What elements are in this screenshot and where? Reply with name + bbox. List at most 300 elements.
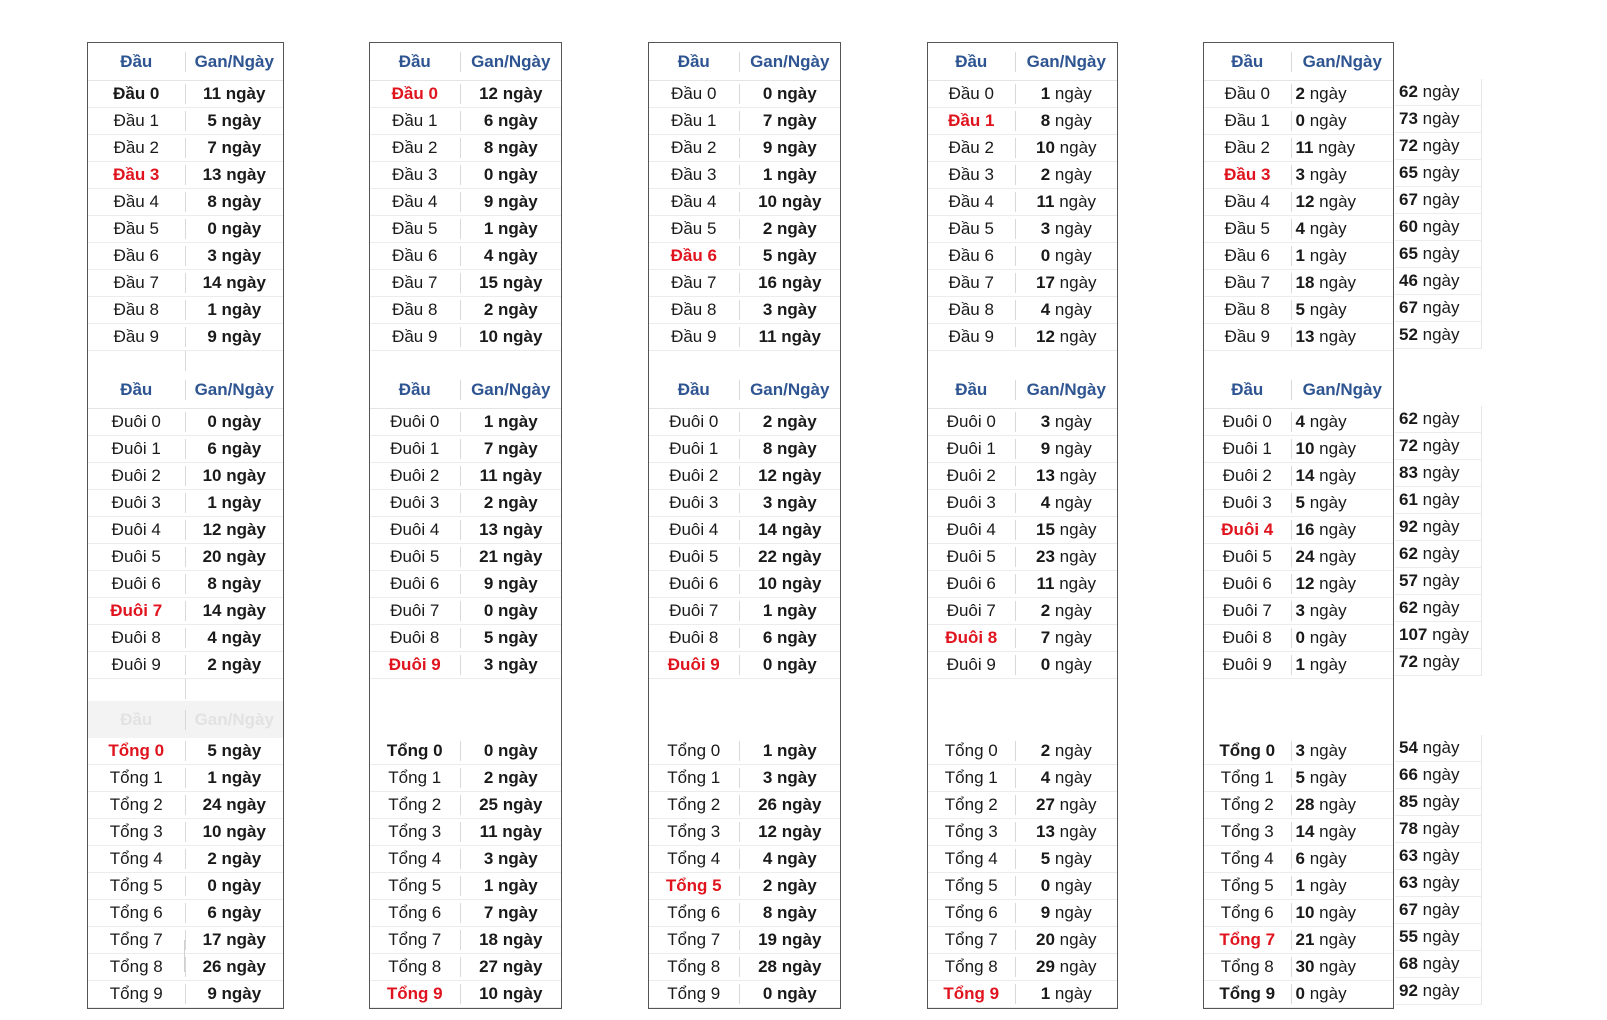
gan-unit: ngày (221, 601, 266, 620)
gan-number: 1 (207, 768, 217, 787)
extra-gan-number: 62 (1399, 598, 1418, 617)
extra-gan-column (1395, 42, 1482, 1005)
row-label: Tổng 8 (88, 957, 186, 977)
extra-gan-number: 67 (1399, 298, 1418, 317)
header-gan-ngay: Gan/Ngày (194, 51, 274, 71)
table-row (649, 571, 840, 598)
gan-unit: ngày (493, 903, 538, 922)
row-label: Đầu 1 (928, 111, 1016, 131)
extra-gan-unit: ngày (1417, 571, 1460, 590)
extra-gan-value (1395, 819, 1460, 839)
extra-gan-number: 67 (1399, 190, 1418, 209)
header-dau: Đầu (88, 380, 186, 400)
stats-table (648, 42, 841, 1009)
row-label: Đầu 8 (88, 300, 186, 320)
extra-gan-unit: ngày (1417, 981, 1460, 1000)
row-label: Đầu 9 (88, 327, 186, 347)
row-label: Đầu 3 (1204, 165, 1292, 185)
row-label: Đuôi 9 (370, 655, 461, 675)
gan-number: 26 (758, 795, 778, 814)
section-spacer (370, 351, 561, 371)
row-label: Đuôi 9 (88, 655, 186, 675)
row-label: Đuôi 1 (88, 439, 186, 459)
row-label: Tổng 6 (1204, 903, 1292, 923)
gan-unit: ngày (1050, 601, 1092, 620)
row-label: Đuôi 7 (649, 601, 740, 621)
table-row (88, 243, 283, 270)
row-label: Tổng 7 (88, 930, 186, 950)
gan-number: 6 (762, 628, 773, 647)
gan-unit: ngày (772, 768, 817, 787)
gan-unit: ngày (1054, 192, 1097, 211)
row-gan-value (186, 903, 284, 923)
gan-unit: ngày (493, 768, 538, 787)
gan-unit: ngày (493, 138, 538, 157)
table-row (88, 270, 283, 297)
row-gan-value (740, 547, 840, 567)
row-gan-value (461, 984, 561, 1004)
row-gan-value (740, 192, 840, 212)
extra-gan-number: 61 (1399, 490, 1418, 509)
header-dau: Đầu (1204, 380, 1292, 400)
row-label: Đầu 3 (370, 165, 461, 185)
section-spacer (88, 351, 283, 371)
gan-number: 10 (479, 984, 499, 1003)
table-row (928, 270, 1117, 297)
extra-row (1395, 460, 1482, 487)
row-label: Đuôi 3 (88, 493, 186, 513)
row-gan-value (740, 849, 840, 869)
row-gan-value (461, 111, 561, 131)
table-row (649, 792, 840, 819)
row-gan-value (1292, 930, 1393, 950)
gan-unit: ngày (493, 219, 538, 238)
gan-number: 13 (1295, 327, 1315, 346)
row-label: Đầu 4 (649, 192, 740, 212)
row-gan-value (740, 876, 840, 896)
gan-number: 10 (1295, 439, 1315, 458)
row-label: Tổng 4 (88, 849, 186, 869)
table-row (928, 738, 1117, 765)
row-label: Tổng 9 (370, 984, 461, 1004)
row-label: Đầu 2 (649, 138, 740, 158)
row-gan-value (740, 138, 840, 158)
gan-unit: ngày (1314, 466, 1357, 485)
extra-gan-number: 92 (1399, 517, 1418, 536)
gan-unit: ngày (1054, 822, 1097, 841)
gan-unit: ngày (772, 111, 817, 130)
gan-number: 5 (762, 246, 773, 265)
extra-gan-number: 73 (1399, 109, 1418, 128)
gan-unit: ngày (1054, 138, 1097, 157)
gan-unit: ngày (1314, 439, 1357, 458)
row-label: Tổng 0 (88, 741, 186, 761)
gan-number: 7 (1040, 628, 1051, 647)
table-row (370, 765, 561, 792)
gan-unit: ngày (221, 547, 266, 566)
extra-gan-unit: ngày (1417, 819, 1460, 838)
table-row (649, 517, 840, 544)
gan-number: 2 (483, 493, 494, 512)
gan-unit: ngày (1313, 138, 1356, 157)
row-gan-value (740, 412, 840, 432)
section-duoi (1204, 371, 1393, 699)
table-row (88, 216, 283, 243)
gan-number: 26 (202, 957, 222, 976)
row-gan-value (740, 219, 840, 239)
section-spacer (649, 351, 840, 371)
gan-unit: ngày (1054, 327, 1097, 346)
row-gan-value (186, 165, 284, 185)
table-row (370, 652, 561, 679)
row-gan-value (186, 741, 284, 761)
header-gan-ngay: Gan/Ngày (194, 379, 274, 399)
table-row (370, 243, 561, 270)
gan-number: 2 (483, 768, 494, 787)
table-row (928, 409, 1117, 436)
stats-panel-3 (648, 42, 841, 1009)
row-gan-value (1292, 601, 1393, 621)
gan-unit: ngày (1314, 930, 1357, 949)
table-row (649, 598, 840, 625)
row-label: Đầu 0 (370, 84, 461, 104)
gan-unit: ngày (493, 849, 538, 868)
table-row (1204, 189, 1393, 216)
table-row (928, 436, 1117, 463)
table-row (1204, 135, 1393, 162)
section-dau (649, 43, 840, 371)
section-spacer (370, 679, 561, 699)
row-gan-value (461, 192, 561, 212)
row-label: Đầu 3 (928, 165, 1016, 185)
gan-unit: ngày (498, 273, 543, 292)
extra-gan-value (1395, 900, 1460, 920)
extra-row (1395, 762, 1482, 789)
gan-unit: ngày (1050, 219, 1092, 238)
table-row (928, 324, 1117, 351)
row-gan-value (186, 547, 284, 567)
gan-number: 11 (479, 466, 498, 485)
table-row (88, 765, 283, 792)
gan-unit: ngày (498, 930, 543, 949)
spacer-cell (1204, 679, 1291, 699)
gan-unit: ngày (772, 628, 817, 647)
gan-number: 0 (207, 219, 217, 238)
gan-number: 29 (1036, 957, 1055, 976)
gan-unit: ngày (1305, 741, 1347, 760)
extra-gan-number: 62 (1399, 409, 1418, 428)
gan-unit: ngày (216, 412, 262, 431)
extra-row (1395, 514, 1482, 541)
section-header (1204, 371, 1393, 409)
table-row (1204, 598, 1393, 625)
row-label: Tổng 7 (649, 930, 740, 950)
gan-number: 1 (483, 219, 494, 238)
gan-unit: ngày (1054, 273, 1097, 292)
table-row (88, 598, 283, 625)
row-gan-value (1292, 655, 1393, 675)
row-gan-value (1016, 574, 1117, 594)
gan-unit: ngày (498, 520, 543, 539)
section-dau (928, 43, 1117, 371)
table-row (928, 900, 1117, 927)
section-duoi (370, 371, 561, 699)
table-row (370, 625, 561, 652)
row-gan-value (740, 930, 840, 950)
section-spacer (1204, 351, 1393, 371)
row-label: Tổng 5 (649, 876, 740, 896)
gan-number: 7 (483, 439, 494, 458)
gan-number: 0 (207, 412, 217, 431)
gan-number: 5 (1040, 849, 1051, 868)
row-gan-value (461, 273, 561, 293)
gan-unit: ngày (221, 520, 266, 539)
row-gan-value (186, 246, 284, 266)
header-dau: Đầu (928, 380, 1016, 400)
gan-number: 5 (207, 741, 217, 760)
table-row (88, 409, 283, 436)
gan-unit: ngày (772, 876, 817, 895)
table-row (1204, 792, 1393, 819)
table-row (88, 900, 283, 927)
stats-panel-4 (927, 42, 1118, 1009)
gan-number: 17 (1036, 273, 1055, 292)
table-row (1204, 738, 1393, 765)
gan-number: 17 (202, 930, 222, 949)
header-dau: Đầu (1204, 52, 1292, 72)
gan-unit: ngày (493, 574, 538, 593)
row-gan-value (186, 520, 284, 540)
gan-unit: ngày (493, 165, 538, 184)
row-gan-value (461, 300, 561, 320)
extra-gan-number: 63 (1399, 873, 1418, 892)
gan-number: 18 (1295, 273, 1315, 292)
row-label: Đuôi 1 (649, 439, 740, 459)
table-row (88, 544, 283, 571)
gan-number: 9 (1040, 903, 1051, 922)
gan-unit: ngày (221, 957, 266, 976)
row-label: Tổng 4 (928, 849, 1016, 869)
gan-number: 12 (1036, 327, 1055, 346)
table-row (928, 598, 1117, 625)
table-row (88, 927, 283, 954)
gan-unit: ngày (1050, 655, 1092, 674)
table-row (88, 490, 283, 517)
extra-gan-number: 55 (1399, 927, 1418, 946)
row-gan-value (461, 876, 561, 896)
row-gan-value (1016, 84, 1117, 104)
spacer-cell (88, 679, 186, 699)
row-gan-value (1016, 849, 1117, 869)
gan-unit: ngày (1305, 300, 1347, 319)
spacer-cell (928, 351, 1015, 371)
gan-unit: ngày (1305, 412, 1347, 431)
gan-unit: ngày (493, 192, 538, 211)
extra-gan-number: 107 (1399, 625, 1428, 644)
gan-number: 3 (483, 655, 494, 674)
row-label: Tổng 1 (370, 768, 461, 788)
extra-gan-value (1395, 298, 1460, 318)
table-row (649, 270, 840, 297)
row-gan-value (1292, 412, 1393, 432)
table-row (1204, 324, 1393, 351)
gan-number: 30 (1295, 957, 1315, 976)
table-row (1204, 270, 1393, 297)
gan-number: 10 (202, 822, 222, 841)
extra-row (1395, 214, 1482, 241)
gan-number: 1 (1040, 84, 1051, 103)
gan-unit: ngày (772, 903, 817, 922)
table-row (649, 765, 840, 792)
row-label: Tổng 2 (1204, 795, 1292, 815)
row-gan-value (1016, 466, 1117, 486)
gan-number: 11 (1036, 574, 1055, 593)
row-label: Tổng 2 (649, 795, 740, 815)
gan-number: 5 (483, 628, 494, 647)
gan-number: 12 (1295, 574, 1315, 593)
gan-number: 12 (758, 466, 778, 485)
table-row (1204, 571, 1393, 598)
table-row (1204, 81, 1393, 108)
table-row (649, 873, 840, 900)
extra-gan-value (1395, 738, 1460, 758)
row-gan-value (740, 601, 840, 621)
gan-number: 1 (483, 876, 494, 895)
row-gan-value (461, 246, 561, 266)
gan-unit: ngày (498, 327, 543, 346)
gan-unit: ngày (772, 412, 817, 431)
gan-number: 10 (1295, 903, 1315, 922)
gan-number: 28 (1295, 795, 1315, 814)
row-gan-value (1016, 601, 1117, 621)
table-row (88, 873, 283, 900)
gan-number: 2 (1040, 165, 1051, 184)
row-label: Đầu 6 (1204, 246, 1292, 266)
row-label: Đuôi 1 (370, 439, 461, 459)
extra-row (1395, 951, 1482, 978)
row-label: Đầu 1 (1204, 111, 1292, 131)
extra-gan-unit: ngày (1427, 625, 1469, 644)
row-label: Tổng 9 (88, 984, 186, 1004)
row-gan-value (461, 412, 561, 432)
gan-unit: ngày (498, 984, 543, 1003)
row-gan-value (461, 493, 561, 513)
extra-gan-unit: ngày (1417, 271, 1460, 290)
gan-number: 1 (1295, 246, 1305, 265)
gan-unit: ngày (776, 327, 821, 346)
gan-number: 13 (202, 165, 222, 184)
table-row (1204, 954, 1393, 981)
gan-number: 11 (203, 84, 222, 103)
extra-gan-number: 54 (1399, 738, 1418, 757)
gan-number: 8 (762, 903, 773, 922)
table-row (928, 792, 1117, 819)
spacer-cell (928, 679, 1015, 699)
row-label: Đầu 7 (649, 273, 740, 293)
row-gan-value (1016, 768, 1117, 788)
table-row (88, 819, 283, 846)
gan-number: 0 (1040, 655, 1051, 674)
gan-number: 0 (762, 655, 773, 674)
extra-gan-value (1395, 463, 1460, 483)
gan-unit: ngày (216, 246, 262, 265)
gan-unit: ngày (1050, 246, 1092, 265)
table-row (649, 927, 840, 954)
row-gan-value (740, 795, 840, 815)
gan-unit: ngày (221, 466, 266, 485)
gan-number: 11 (1036, 192, 1055, 211)
extra-gan-unit: ngày (1417, 846, 1460, 865)
table-row (1204, 490, 1393, 517)
extra-gan-value (1395, 765, 1460, 785)
extra-gan-number: 57 (1399, 571, 1418, 590)
stats-panel-2 (369, 42, 562, 1009)
table-row (88, 625, 283, 652)
table-row (88, 108, 283, 135)
extra-gan-number: 63 (1399, 846, 1418, 865)
row-label: Tổng 1 (928, 768, 1016, 788)
row-gan-value (186, 84, 284, 104)
row-gan-value (186, 849, 284, 869)
extra-gan-value (1395, 82, 1460, 102)
row-label: Đầu 3 (88, 165, 186, 185)
gan-unit: ngày (216, 655, 262, 674)
gan-unit: ngày (1305, 984, 1347, 1003)
header-gan-ngay: Gan/Ngày (750, 51, 830, 71)
gan-unit: ngày (1054, 930, 1097, 949)
gan-unit: ngày (1050, 849, 1092, 868)
extra-header-space (1395, 42, 1482, 79)
gan-unit: ngày (493, 655, 538, 674)
extra-gan-value (1395, 325, 1460, 345)
table-row (88, 738, 283, 765)
row-gan-value (1016, 246, 1117, 266)
extra-gan-unit: ngày (1417, 190, 1460, 209)
row-gan-value (461, 903, 561, 923)
row-gan-value (1292, 822, 1393, 842)
row-label: Tổng 6 (88, 903, 186, 923)
extra-row (1395, 433, 1482, 460)
gan-unit: ngày (216, 903, 262, 922)
gan-number: 8 (207, 574, 217, 593)
table-row (928, 81, 1117, 108)
row-label: Tổng 3 (928, 822, 1016, 842)
section-header (928, 43, 1117, 81)
row-gan-value (1016, 984, 1117, 1004)
row-label: Đuôi 8 (649, 628, 740, 648)
section-header (370, 371, 561, 409)
extra-gan-unit: ngày (1417, 544, 1460, 563)
table-row (370, 819, 561, 846)
row-gan-value (1292, 165, 1393, 185)
gan-unit: ngày (216, 876, 262, 895)
table-row (88, 981, 283, 1008)
gan-number: 15 (1036, 520, 1055, 539)
table-row (1204, 652, 1393, 679)
gan-number: 9 (207, 327, 217, 346)
extra-gan-number: 62 (1399, 82, 1418, 101)
gan-unit: ngày (493, 876, 538, 895)
table-row (928, 954, 1117, 981)
table-row (928, 162, 1117, 189)
row-gan-value (1292, 957, 1393, 977)
header-gan-ngay: Gan/Ngày (194, 709, 274, 729)
section-header (1204, 701, 1393, 738)
gan-number: 1 (762, 601, 773, 620)
extra-gan-value (1395, 873, 1460, 893)
stats-table (927, 42, 1118, 1009)
gan-number: 3 (762, 493, 773, 512)
